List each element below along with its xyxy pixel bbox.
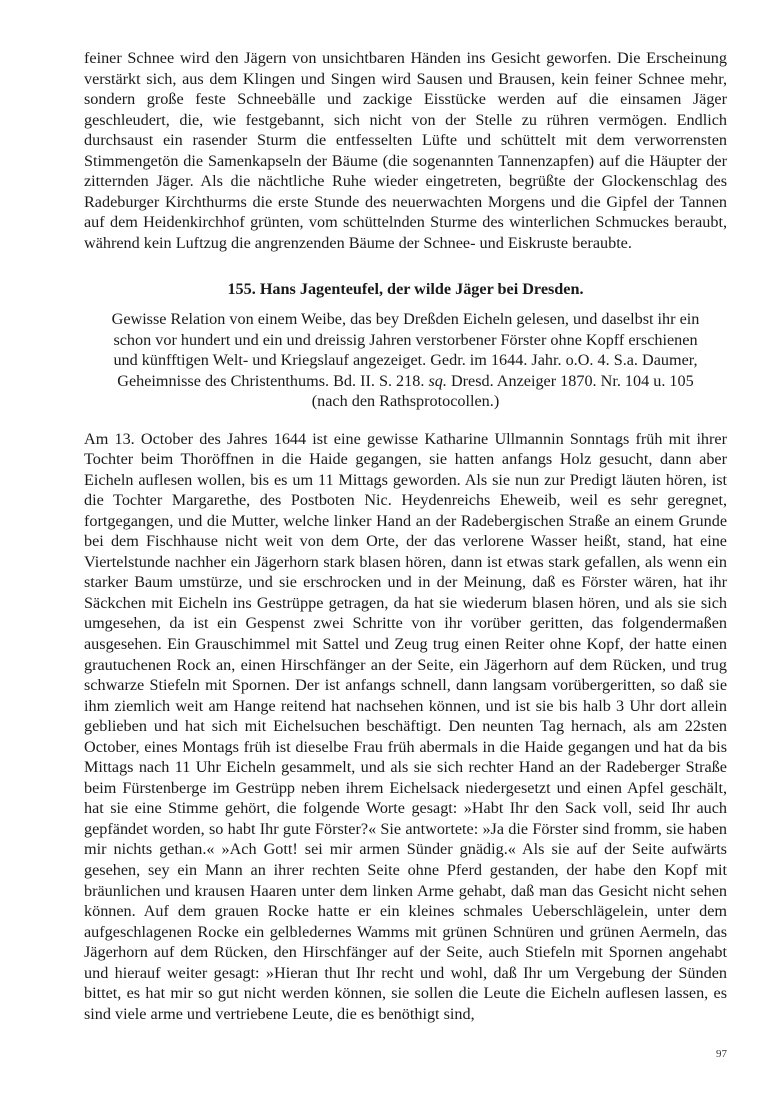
- main-paragraph: Am 13. October des Jahres 1644 ist eine gewisse Katharine Ullmannin Sonntags früh mit ihrer Tochter beim Thoröffnen in die Haide gegangen, sie hatten anfangs Holz gesucht, dann aber Eicheln auflesen wollen, bis es um 11 Mittags geworden. Als sie nun zur Predigt läuten hören, ist die Tochter Margarethe, des Postboten Nic. Heydenreichs Eheweib, weil es sehr geregnet, fortgegangen, und die Mutter, welche linker Hand an der Radebergischen Straße an einem Grunde bei dem Fischhause nicht weit von dem Orte, der das verlorene Wasser heißt, stand, hat eine Viertelstunde nachher ein Jägerhorn stark blasen hören, dann ist etwas stark gefallen, als wenn ein starker Baum umstürze, und sie erschrocken und in der Meinung, daß es Förster wären, hat ihr Säckchen mit Eicheln ins Gestrüppe getragen, da hat sie wiederum blasen hören, und als sie sich umgesehen, da ist ein Gespenst zwei Schritte von ihr vorüber geritten, das folgendermaßen ausgesehen. Ein Grauschimmel mit Sattel und Zeug trug einen Reiter ohne Kopf, der hatte einen grautuchenen Rock an, einen Hirschfänger an der Seite, ein Jägerhorn auf dem Rücken, und trug schwarze Stiefeln mit Spornen. Der ist anfangs schnell, dann langsam vorübergeritten, so daß sie ihm ziemlich weit am Hange reitend hat nachsehen können, und ist sie bis halb 3 Uhr dort allein geblieben und hat sich mit Eichelsuchen beschäftigt. Den neunten Tag hernach, als am 22sten October, eines Montags früh ist dieselbe Frau früh abermals in die Haide gegangen und hat da bis Mittags nach 11 Uhr Eicheln gesammelt, und als sie sich rechter Hand an der Radeberger Straße beim Fürstenberge im Gestrüpp neben ihrem Eichelsack niedergesetzt und einen Apfel geschält, hat sie eine Stimme gehört, die folgende Worte gesagt: »Habt Ihr den Sack voll, seid Ihr auch gepfändet worden, so habt Ihr gute Förster?« Sie antwortete: »Ja die Förster sind fromm, sie haben mir nichts gethan.« »Ach Gott! sei mir armen Sünder gnädig.« Als sie auf der Seite aufwärts gesehen, sey ein Mann an ihrer rechten Seite ohne Pferd gestanden, der habe den Kopf mit bräunlichen und krausen Haaren unter dem linken Arme gehabt, daß man das Gesicht nicht sehen können. Auf dem grauen Rocke hatte er ein kleines schmales Ueberschlägelein, unter dem aufgeschlagenen Rocke ein gelbledernes Wamms mit grünen Schnüren und grünen Aermeln, das Jägerhorn auf dem Rücken, den Hirschfänger auf der Seite, auch Stiefeln mit Spornen angehabt und hierauf weiter gesagt: »Hieran thut Ihr recht und wohl, daß Ihr um Vergebung der Sünden bittet, es hat mir so gut nicht werden können, sie sollen die Leute die Eicheln auflesen lassen, es sind viele arme und vertriebene Leute, die es benöthigt sind,: [84, 429, 727, 1023]
- book-page: [84, 48, 727, 1024]
- intro-paragraph: feiner Schnee wird den Jägern von unsichtbaren Händen ins Gesicht geworfen. Die Erscheinung verstärkt sich, aus dem Klingen und Singen wird Sausen und Brausen, kein feiner Schnee mehr, sondern große feste Schneebälle und zackige Eisstücke werden auf die einsamen Jäger geschleudert, die, wie festgebannt, sich nicht von der Stelle zu rühren vermögen. Endlich durchsaust ein rasender Sturm die entfesselten Lüfte und schüttelt mit dem verworrensten Stimmengetön die Samenkapseln der Bäume (die sogenannten Tannenzapfen) auf die Häupter der zitternden Jäger. Als die nächtliche Ruhe wieder eingetreten, begrüßte der Glockenschlag des Radeburger Kirchthurms die erste Stunde des neuerwachten Morgens und die Gipfel der Tannen auf dem Heidenkirchhof grünten, vom schüttelnden Sturme des winterlichen Schmuckes beraubt, während kein Luftzug die angrenzenden Bäume der Schnee- und Eiskruste beraubte.: [84, 49, 727, 252]
- source-note-italic: sq.: [428, 371, 447, 390]
- section-heading: 155. Hans Jagenteufel, der wilde Jäger bei Dresden.: [227, 280, 584, 299]
- source-note-text: Gewisse Relation von einem Weibe, das bey Dreßden Eicheln gelesen, und daselbst ihr ein schon vor hundert und ein und dreissig Jahren verstorbener Förster ohne Kopff erschienen und künfftigen Welt- und Kriegslauf angezeiget. Gedr. im 1644. Jahr. o.O. 4. S.a. Daumer, Geheimnisse des Christenthums. Bd. II. S. 218.: [111, 310, 700, 390]
- page-number: 97: [716, 1048, 727, 1060]
- source-note-text-2: Dresd. Anzeiger 1870. Nr. 104 u. 105 (nach den Rathsprotocollen.): [311, 371, 694, 411]
- source-note: [84, 309, 727, 412]
